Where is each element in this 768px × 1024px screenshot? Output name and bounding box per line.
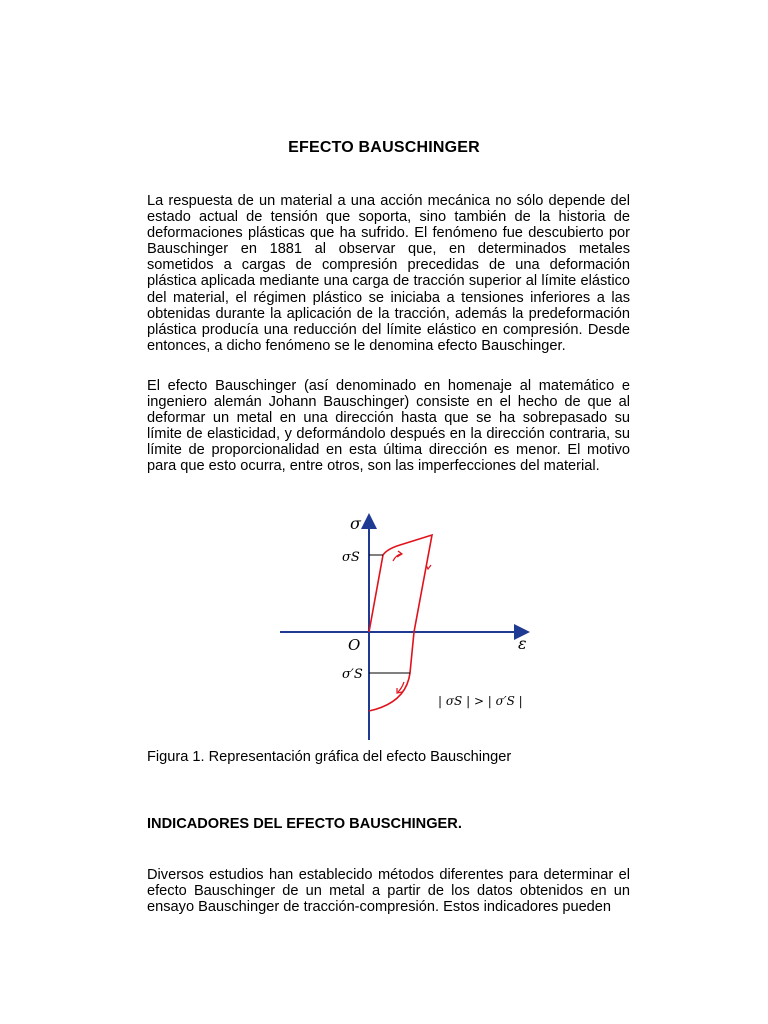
y-axis-label: σ — [350, 514, 361, 533]
paragraph-intro — [147, 193, 630, 354]
x-axis-label: ε — [518, 634, 527, 653]
sigma-s-label: σS — [342, 550, 360, 565]
paragraph-intro-text: La respuesta de un material a una acción mecánica no sólo depende del estado actual de tensión que soporta, sino también de la historia de deformaciones plásticas que ha sufrido. El fenómeno fue descubierto por Bauschinger en 1881 al observar que, en determinados metales sometidos a cargas de compresión precedidas de una deformación plástica aplicada mediante una carga de tracción superior al límite elástico del material, el régimen plástico se iniciaba a tensiones inferiores a las obtenidas durante la aplicación de la tracción, además la predeformación plástica producía una reducción del límite elástico en compresión. Desde entonces, a dicho fenómeno se le denomina efecto Bauschinger. — [147, 193, 630, 354]
figure-caption: Figura 1. Representación gráfica del efecto Bauschinger — [147, 749, 512, 765]
bauschinger-figure — [280, 505, 540, 745]
curve-arrow-right — [426, 565, 431, 569]
paragraph-definition-text: El efecto Bauschinger (así denominado en homenaje al matemático e ingeniero alemán Johann Bauschinger) consiste en el hecho de que al deformar un metal en una dirección hasta que se ha sobrepasado su límite de elasticidad, y deformándolo después en la dirección contraria, su límite de proporcionalidad en esta última dirección es menor. El motivo para que esto ocurra, entre otros, son las imperfecciones del material. — [147, 378, 630, 475]
section-heading: INDICADORES DEL EFECTO BAUSCHINGER. — [147, 816, 462, 832]
paragraph-indicators-text: Diversos estudios han establecido métodos diferentes para determinar el efecto Bauschinger de un metal a partir de los datos obtenidos en un ensayo Bauschinger de tracción-compresión. Estos indicadores pueden — [147, 867, 630, 916]
paragraph-definition — [147, 378, 630, 475]
sigma-s-prime-label: σ′S — [342, 667, 363, 682]
origin-label: O — [348, 636, 361, 654]
document-title: EFECTO BAUSCHINGER — [288, 139, 480, 156]
relation-label: | σS | > | σ′S | — [438, 694, 523, 708]
loading-curve — [369, 535, 432, 711]
paragraph-indicators — [147, 867, 630, 915]
